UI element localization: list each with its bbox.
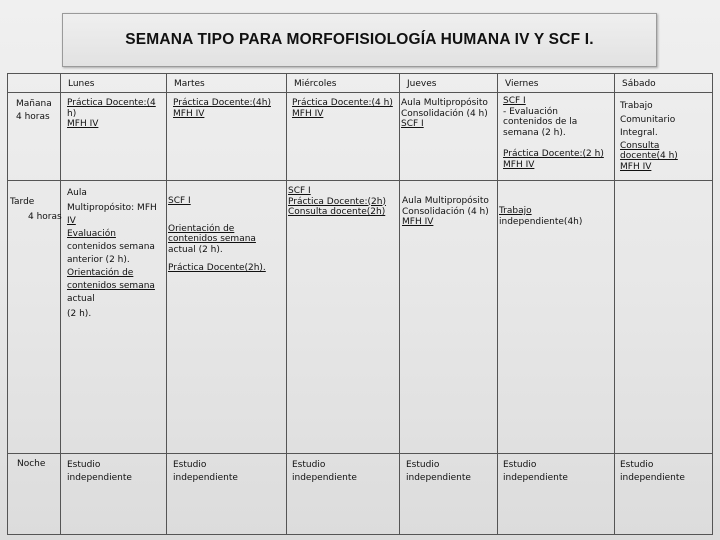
cell-noche-lunes: Estudio independiente <box>67 460 132 483</box>
cell-noche-miercoles: Estudio independiente <box>292 460 357 483</box>
cell-tarde-jueves: Aula Multipropósito Consolidación (4 h) MFH IV <box>402 196 489 227</box>
page-title: SEMANA TIPO PARA MORFOFISIOLOGÍA HUMANA IV Y SCF I. <box>125 31 594 48</box>
cell-manana-martes: Práctica Docente:(4h) MFH IV <box>173 98 271 119</box>
row-label-tarde: Tarde 4 horas <box>10 197 62 222</box>
title-box <box>62 13 657 67</box>
column-divider <box>399 73 400 535</box>
column-divider <box>60 73 61 535</box>
cell-tarde-lunes: Aula Multipropósito: MFH IV Evaluación contenidos semana anterior (2 h). Orientación de contenidos semana actual (2 h). <box>67 188 157 319</box>
cell-tarde-martes: SCF I Orientación de contenidos semana actual (2 h). Práctica Docente(2h). <box>168 196 266 273</box>
cell-manana-jueves: Aula Multipropósito Consolidación (4 h) SCF I <box>401 98 488 129</box>
cell-manana-viernes: SCF I - Evaluación contenidos de la semana (2 h). Práctica Docente:(2 h) MFH IV <box>503 96 604 170</box>
row-divider <box>7 453 713 454</box>
cell-manana-sabado: Trabajo Comunitario Integral. Consulta docente(4 h) MFH IV <box>620 101 678 172</box>
header-martes: Martes <box>174 79 205 89</box>
cell-noche-viernes: Estudio independiente <box>503 460 568 483</box>
row-divider <box>7 180 713 181</box>
header-sabado: Sábado <box>622 79 656 89</box>
cell-manana-miercoles: Práctica Docente:(4 h) MFH IV <box>292 98 393 119</box>
row-label-manana: Mañana 4 horas <box>16 99 52 122</box>
cell-tarde-viernes: Trabajo independiente(4h) <box>499 206 583 227</box>
header-lunes: Lunes <box>68 79 95 89</box>
cell-tarde-miercoles: SCF I Práctica Docente:(2h) Consulta docente(2h) <box>288 186 386 217</box>
header-jueves: Jueves <box>407 79 437 89</box>
cell-manana-lunes: Práctica Docente:(4 h) MFH IV <box>67 98 156 129</box>
header-miercoles: Miércoles <box>294 79 337 89</box>
row-divider <box>7 92 713 93</box>
cell-noche-sabado: Estudio independiente <box>620 460 685 483</box>
header-viernes: Viernes <box>505 79 539 89</box>
column-divider <box>286 73 287 535</box>
cell-noche-jueves: Estudio independiente <box>406 460 471 483</box>
cell-noche-martes: Estudio independiente <box>173 460 238 483</box>
column-divider <box>497 73 498 535</box>
column-divider <box>614 73 615 535</box>
row-label-noche: Noche <box>17 459 46 469</box>
column-divider <box>166 73 167 535</box>
